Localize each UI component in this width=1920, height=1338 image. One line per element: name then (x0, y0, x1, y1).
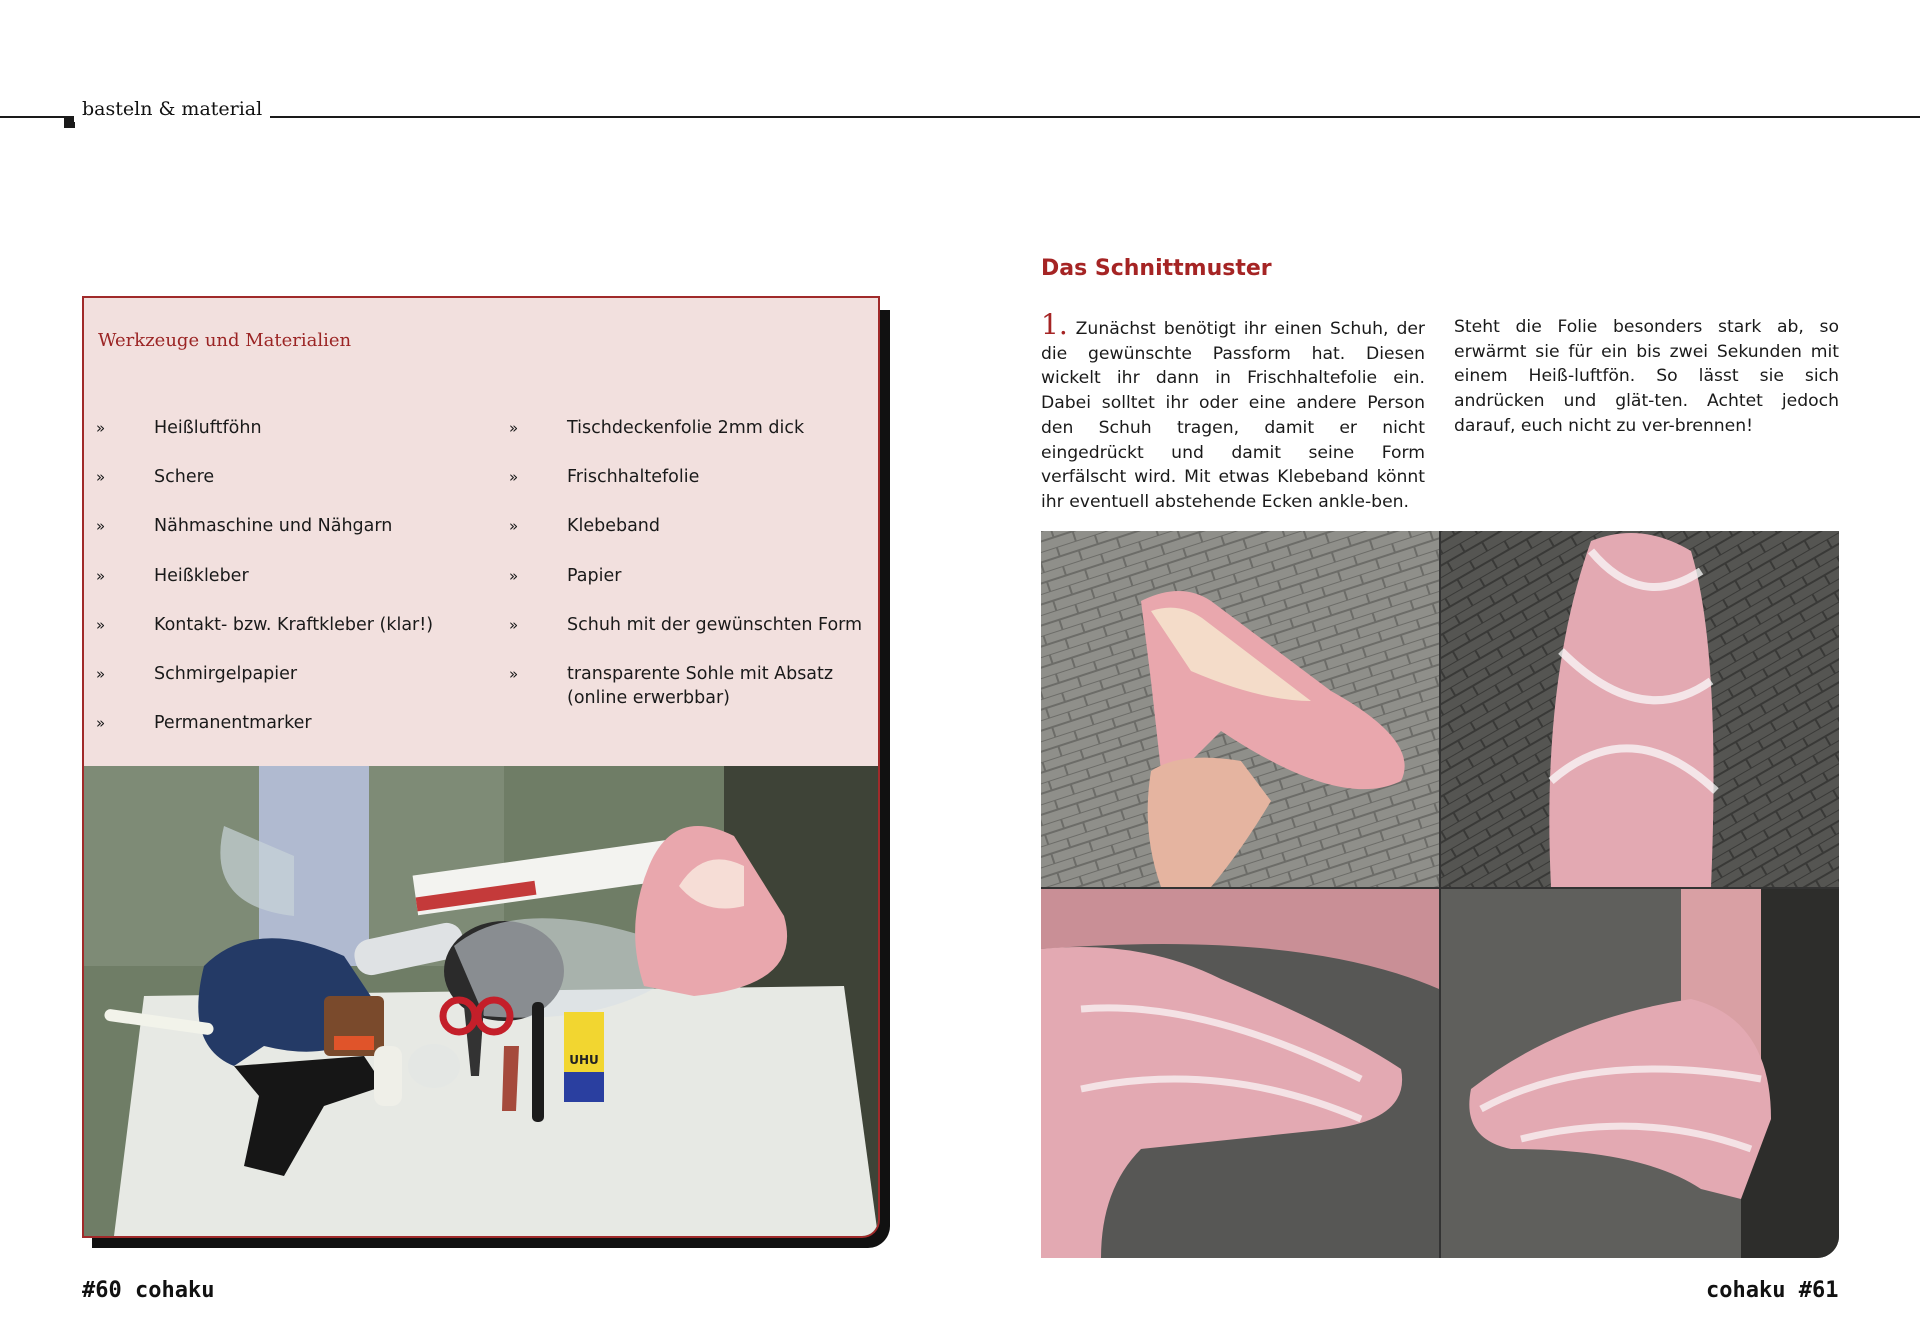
list-item: » Heißluftföhn (96, 416, 496, 441)
section-label: basteln & material (74, 96, 270, 122)
bullet-glyph: » (96, 664, 106, 683)
article-title: Das Schnittmuster (1041, 256, 1272, 281)
list-item: » Permanentmarker (96, 711, 496, 736)
list-item: » transparente Sohle mit Absatz (online erwerbbar) (509, 663, 834, 709)
bullet-glyph: » (509, 517, 519, 536)
bullet-glyph: » (509, 566, 519, 585)
list-item: » Heißkleber (96, 564, 496, 589)
materials-photo (82, 766, 880, 1238)
list-item: » Schuh mit der gewünschten Form (509, 613, 869, 638)
bullet-glyph: » (509, 468, 519, 487)
list-item: » Schmirgelpapier (96, 662, 496, 687)
list-item: » Klebeband (509, 514, 869, 539)
wrapped-foot-side-right-illustration (1441, 889, 1839, 1258)
header-rule (0, 116, 1920, 118)
list-item: » Kontakt- bzw. Kraftkleber (klar!) (96, 613, 496, 638)
wrapped-foot-side-illustration (1041, 889, 1439, 1258)
photo-wrapped-side-left (1041, 889, 1439, 1258)
step-text: Zunächst benötigt ihr einen Schuh, der die gewünschte Passform hat. Diesen wickelt ihr dann in Frischhaltefolie ein. Dabei solltet ihr oder eine andere Person den Schuh tragen, damit er nicht eingedrückt und damit seine Form verfälscht wird. Mit etwas Klebeband könnt ihr eventuell abstehende Ecken ankle-ben. (1041, 319, 1425, 512)
bullet-glyph: » (509, 419, 519, 437)
page-number-right: cohaku #61 (1706, 1278, 1839, 1303)
materials-list-left (96, 416, 496, 760)
bullet-glyph: » (96, 566, 106, 585)
list-item: » Tischdeckenfolie 2mm dick (509, 416, 869, 441)
shoe-photo-grid (1041, 531, 1839, 1258)
bullet-glyph: » (96, 714, 106, 733)
list-item: » Nähmaschine und Nähgarn (96, 514, 496, 539)
bullet-glyph: » (96, 419, 106, 437)
article-column-2: Steht die Folie besonders stark ab, so erwärmt sie für ein bis zwei Sekunden mit einem Heiß-luftfön. So lässt sie sich andrücken und glät-ten. Achtet jedoch darauf, euch nicht zu ver-brennen! (1454, 317, 1839, 436)
materials-list-right (509, 416, 869, 736)
page-number-left: #60 cohaku (82, 1278, 215, 1303)
step-number: 1. (1041, 308, 1068, 341)
bullet-glyph: » (96, 468, 106, 487)
materials-box (82, 296, 880, 768)
list-item: » Papier (509, 564, 869, 589)
pink-shoe-illustration (1041, 531, 1439, 887)
photo-wrapped-side-right (1441, 889, 1839, 1258)
bullet-glyph: » (96, 517, 106, 536)
materials-photo-illustration (84, 766, 878, 1236)
list-item: » Frischhaltefolie (509, 465, 869, 490)
bullet-glyph: » (96, 615, 106, 634)
wrapped-foot-front-illustration (1441, 531, 1839, 887)
photo-pink-shoe (1041, 531, 1439, 887)
article-column-1 (1041, 308, 1425, 515)
photo-wrapped-front (1441, 531, 1839, 887)
bullet-glyph: » (509, 615, 519, 634)
bullet-glyph: » (509, 664, 519, 683)
materials-title: Werkzeuge und Materialien (98, 330, 352, 351)
uhu-tube-label: UHU (569, 1053, 599, 1067)
list-item: » Schere (96, 465, 496, 490)
